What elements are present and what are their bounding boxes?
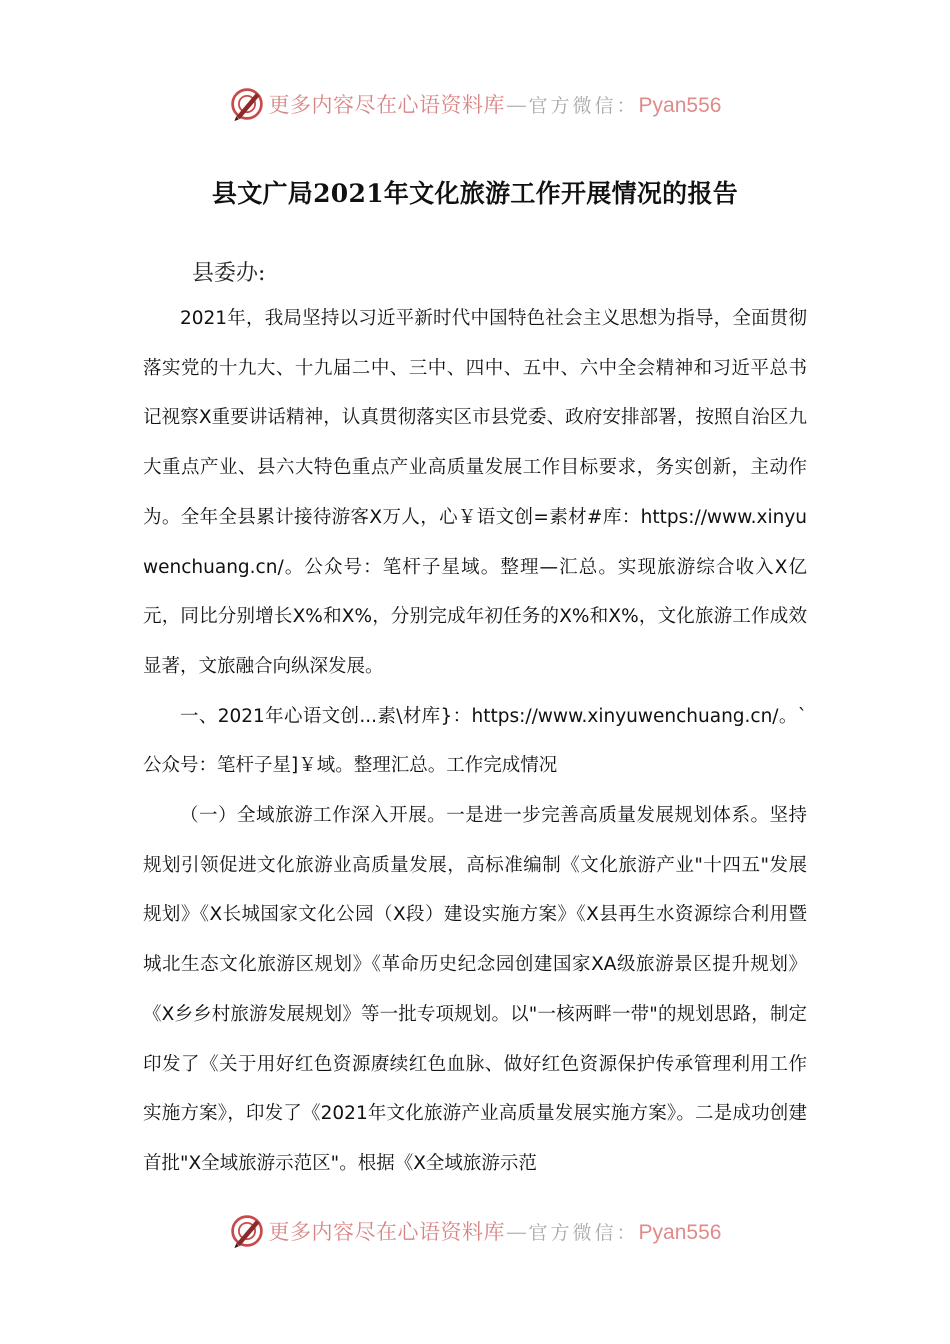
document-body xyxy=(143,294,807,1189)
watermark-dash: — xyxy=(506,1220,528,1244)
watermark-note: 官方微信： xyxy=(528,95,639,117)
watermark-dash: — xyxy=(506,93,528,117)
watermark-text xyxy=(269,89,722,119)
document-title: 县文广局2021年文化旅游工作开展情况的报告 xyxy=(211,179,739,208)
watermark-slogan: 更多内容尽在心语资料库 xyxy=(268,1220,506,1244)
paragraph: 2021年，我局坚持以习近平新时代中国特色社会主义思想为指导，全面贯彻落实党的十九大、十九届二中、三中、四中、五中、六中全会精神和习近平总书记视察X重要讲话精神，认真贯彻落实区市县党委、政府安排部署，按照自治区九大重点产业、县六大特色重点产业高质量发展工作目标要求，务实创新，主动作为。全年全县累计接待游客X万人，心￥语文创=素材#库：https://www.xinyuwenchuang.cn/。公众号：笔杆子星域。整理—汇总。实现旅游综合收入X亿元，同比分别增长X%和X%，分别完成年初任务的X%和X%，文化旅游工作成效显著，文旅融合向纵深发展。 xyxy=(143,308,807,677)
footer-watermark xyxy=(0,1209,950,1253)
paragraph: （一）全域旅游工作深入开展。一是进一步完善高质量发展规划体系。坚持规划引领促进文化旅游业高质量发展，高标准编制《文化旅游产业"十四五"发展规划》《X长城国家文化公园（X段）建设实施方案》《X县再生水资源综合利用暨城北生态文化旅游区规划》《革命历史纪念园创建国家XA级旅游景区提升规划》《X乡乡村旅游发展规划》等一批专项规划。以"一核两畔一带"的规划思路，制定印发了《关于用好红色资源赓续红色血脉、做好红色资源保护传承管理利用工作实施方案》，印发了《2021年文化旅游产业高质量发展实施方案》。二是成功创建首批"X全域旅游示范区"。根据《X全域旅游示范 xyxy=(143,805,807,1174)
paragraph: 一、2021年心语文创...素\材库}：https://www.xinyuwenchuang.cn/。`公众号：笔杆子星]￥域。整理汇总。工作完成情况 xyxy=(143,705,807,777)
pen-logo-icon xyxy=(229,86,265,122)
watermark-text xyxy=(269,1216,722,1246)
header-watermark xyxy=(0,82,950,126)
watermark-wechat-id: Pyan556 xyxy=(638,1221,722,1244)
pen-logo-icon xyxy=(229,1213,265,1249)
salutation: 县委办: xyxy=(192,261,266,286)
watermark-slogan: 更多内容尽在心语资料库 xyxy=(268,93,506,117)
watermark-note: 官方微信： xyxy=(528,1222,639,1244)
watermark-wechat-id: Pyan556 xyxy=(638,94,722,117)
